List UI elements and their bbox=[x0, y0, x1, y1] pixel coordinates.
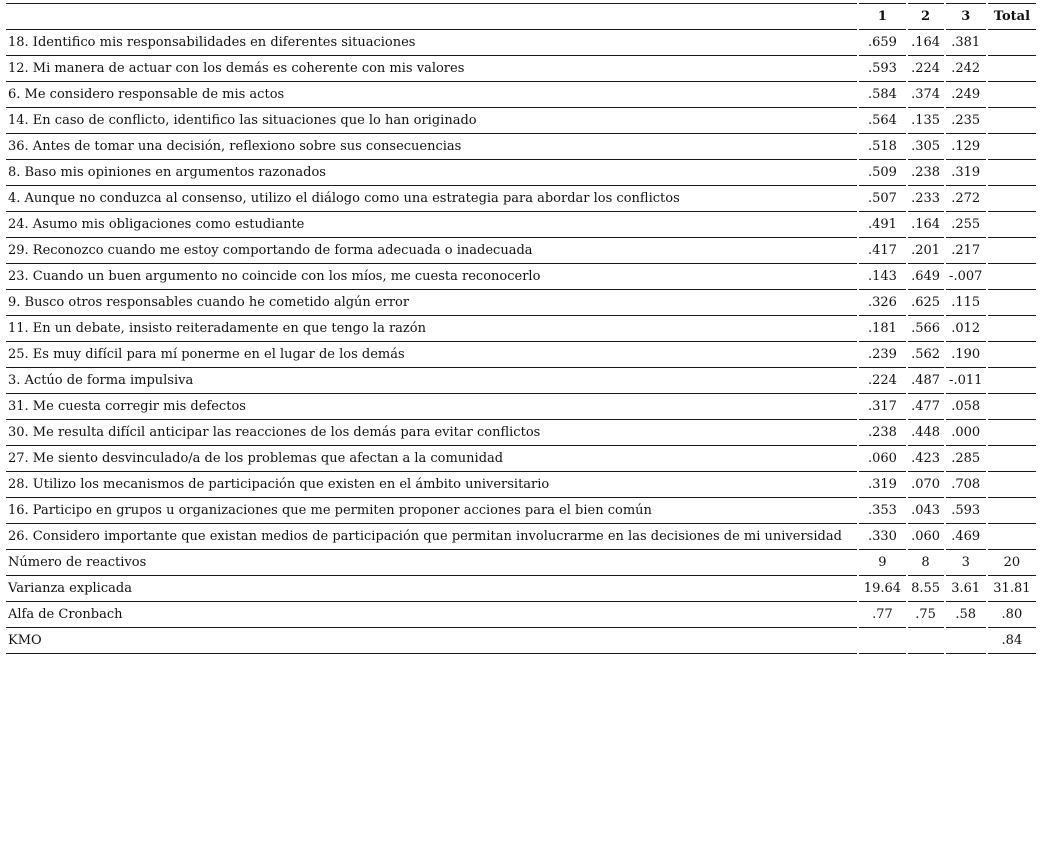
total-value bbox=[988, 524, 1036, 550]
factor-3-value: .235 bbox=[946, 108, 986, 134]
factor-2-value: .238 bbox=[908, 160, 944, 186]
total-value bbox=[988, 186, 1036, 212]
total-value: 20 bbox=[988, 550, 1036, 576]
factor-3-value: .217 bbox=[946, 238, 986, 264]
header-total: Total bbox=[988, 3, 1036, 30]
header-item bbox=[6, 3, 857, 30]
factor-1-value: .564 bbox=[859, 108, 905, 134]
total-value bbox=[988, 238, 1036, 264]
item-label: 25. Es muy difícil para mí ponerme en el lugar de los demás bbox=[6, 342, 857, 368]
table-row bbox=[6, 342, 1036, 368]
total-value bbox=[988, 342, 1036, 368]
header-factor-1: 1 bbox=[859, 3, 905, 30]
item-label: 27. Me siento desvinculado/a de los problemas que afectan a la comunidad bbox=[6, 446, 857, 472]
total-value: .84 bbox=[988, 628, 1036, 654]
header-factor-2: 2 bbox=[908, 3, 944, 30]
factor-1-value: .224 bbox=[859, 368, 905, 394]
item-label: 9. Busco otros responsables cuando he cometido algún error bbox=[6, 290, 857, 316]
factor-3-value: .129 bbox=[946, 134, 986, 160]
factor-1-value: .353 bbox=[859, 498, 905, 524]
total-value bbox=[988, 446, 1036, 472]
total-value bbox=[988, 108, 1036, 134]
factor-2-value: .233 bbox=[908, 186, 944, 212]
factor-2-value: .164 bbox=[908, 212, 944, 238]
factor-3-value: .469 bbox=[946, 524, 986, 550]
item-label: 28. Utilizo los mecanismos de participación que existen en el ámbito universitario bbox=[6, 472, 857, 498]
table-row bbox=[6, 472, 1036, 498]
factor-3-value: -.011 bbox=[946, 368, 986, 394]
factor-2-value: .562 bbox=[908, 342, 944, 368]
total-value bbox=[988, 134, 1036, 160]
factor-3-value: .115 bbox=[946, 290, 986, 316]
factor-2-value: .477 bbox=[908, 394, 944, 420]
total-value bbox=[988, 82, 1036, 108]
table-row bbox=[6, 524, 1036, 550]
factor-3-value: .242 bbox=[946, 56, 986, 82]
table-row bbox=[6, 368, 1036, 394]
factor-3-value: .593 bbox=[946, 498, 986, 524]
total-value bbox=[988, 498, 1036, 524]
item-label: 26. Considero importante que existan medios de participación que permitan involucrarme en las decisiones de mi universidad bbox=[6, 524, 857, 550]
factor-3-value: .190 bbox=[946, 342, 986, 368]
factor-2-value: .201 bbox=[908, 238, 944, 264]
factor-3-value: .000 bbox=[946, 420, 986, 446]
table-row bbox=[6, 446, 1036, 472]
factor-2-value: .566 bbox=[908, 316, 944, 342]
factor-3-value: 3.61 bbox=[946, 576, 986, 602]
factor-1-value: .584 bbox=[859, 82, 905, 108]
factor-2-value: .75 bbox=[908, 602, 944, 628]
factor-3-value: .255 bbox=[946, 212, 986, 238]
factor-1-value: .317 bbox=[859, 394, 905, 420]
table-row bbox=[6, 394, 1036, 420]
item-label: 23. Cuando un buen argumento no coincide con los míos, me cuesta reconocerlo bbox=[6, 264, 857, 290]
factor-3-value: .012 bbox=[946, 316, 986, 342]
factor-1-value: .77 bbox=[859, 602, 905, 628]
factor-1-value: .143 bbox=[859, 264, 905, 290]
factor-1-value: .330 bbox=[859, 524, 905, 550]
factor-3-value: .708 bbox=[946, 472, 986, 498]
factor-2-value: .060 bbox=[908, 524, 944, 550]
summary-row bbox=[6, 628, 1036, 654]
factor-2-value: .164 bbox=[908, 30, 944, 56]
item-label: 30. Me resulta difícil anticipar las reacciones de los demás para evitar conflictos bbox=[6, 420, 857, 446]
item-label: Varianza explicada bbox=[6, 576, 857, 602]
factor-2-value bbox=[908, 628, 944, 654]
factor-3-value: .319 bbox=[946, 160, 986, 186]
total-value bbox=[988, 160, 1036, 186]
factor-1-value: .239 bbox=[859, 342, 905, 368]
total-value: .80 bbox=[988, 602, 1036, 628]
factor-table-container bbox=[6, 3, 1040, 654]
item-label: 29. Reconozco cuando me estoy comportando de forma adecuada o inadecuada bbox=[6, 238, 857, 264]
item-label: 11. En un debate, insisto reiteradamente en que tengo la razón bbox=[6, 316, 857, 342]
item-label: Alfa de Cronbach bbox=[6, 602, 857, 628]
table-row bbox=[6, 264, 1036, 290]
factor-3-value: .272 bbox=[946, 186, 986, 212]
factor-3-value: .58 bbox=[946, 602, 986, 628]
total-value bbox=[988, 290, 1036, 316]
total-value bbox=[988, 316, 1036, 342]
total-value bbox=[988, 30, 1036, 56]
factor-1-value: .181 bbox=[859, 316, 905, 342]
factor-1-value bbox=[859, 628, 905, 654]
total-value bbox=[988, 394, 1036, 420]
table-row bbox=[6, 160, 1036, 186]
table-header-row bbox=[6, 3, 1036, 30]
table-body bbox=[6, 30, 1036, 654]
factor-3-value bbox=[946, 628, 986, 654]
table-row bbox=[6, 134, 1036, 160]
factor-2-value: 8 bbox=[908, 550, 944, 576]
table-row bbox=[6, 30, 1036, 56]
factor-2-value: .135 bbox=[908, 108, 944, 134]
factor-3-value: .285 bbox=[946, 446, 986, 472]
factor-2-value: .374 bbox=[908, 82, 944, 108]
factor-3-value: .381 bbox=[946, 30, 986, 56]
item-label: 6. Me considero responsable de mis actos bbox=[6, 82, 857, 108]
factor-2-value: .487 bbox=[908, 368, 944, 394]
item-label: 16. Participo en grupos u organizaciones que me permiten proponer acciones para el bien común bbox=[6, 498, 857, 524]
item-label: 4. Aunque no conduzca al consenso, utilizo el diálogo como una estrategia para abordar los conflictos bbox=[6, 186, 857, 212]
factor-1-value: 19.64 bbox=[859, 576, 905, 602]
factor-1-value: .060 bbox=[859, 446, 905, 472]
factor-1-value: .491 bbox=[859, 212, 905, 238]
table-row bbox=[6, 82, 1036, 108]
factor-3-value: .249 bbox=[946, 82, 986, 108]
total-value bbox=[988, 472, 1036, 498]
factor-1-value: 9 bbox=[859, 550, 905, 576]
factor-2-value: 8.55 bbox=[908, 576, 944, 602]
factor-1-value: .319 bbox=[859, 472, 905, 498]
factor-2-value: .305 bbox=[908, 134, 944, 160]
total-value bbox=[988, 212, 1036, 238]
item-label: 12. Mi manera de actuar con los demás es coherente con mis valores bbox=[6, 56, 857, 82]
table-row bbox=[6, 238, 1036, 264]
factor-1-value: .238 bbox=[859, 420, 905, 446]
table-row bbox=[6, 290, 1036, 316]
factor-1-value: .518 bbox=[859, 134, 905, 160]
total-value bbox=[988, 56, 1036, 82]
factor-1-value: .593 bbox=[859, 56, 905, 82]
table-row bbox=[6, 316, 1036, 342]
factor-2-value: .070 bbox=[908, 472, 944, 498]
total-value: 31.81 bbox=[988, 576, 1036, 602]
factor-3-value: 3 bbox=[946, 550, 986, 576]
item-label: 18. Identifico mis responsabilidades en diferentes situaciones bbox=[6, 30, 857, 56]
factor-2-value: .649 bbox=[908, 264, 944, 290]
total-value bbox=[988, 420, 1036, 446]
factor-2-value: .423 bbox=[908, 446, 944, 472]
factor-2-value: .043 bbox=[908, 498, 944, 524]
factor-1-value: .326 bbox=[859, 290, 905, 316]
item-label: Número de reactivos bbox=[6, 550, 857, 576]
factor-1-value: .659 bbox=[859, 30, 905, 56]
table-row bbox=[6, 420, 1036, 446]
item-label: KMO bbox=[6, 628, 857, 654]
factor-1-value: .417 bbox=[859, 238, 905, 264]
summary-row bbox=[6, 576, 1036, 602]
factor-2-value: .448 bbox=[908, 420, 944, 446]
factor-1-value: .509 bbox=[859, 160, 905, 186]
factor-loadings-table bbox=[4, 3, 1038, 654]
factor-2-value: .224 bbox=[908, 56, 944, 82]
table-row bbox=[6, 212, 1036, 238]
header-factor-3: 3 bbox=[946, 3, 986, 30]
table-row bbox=[6, 498, 1036, 524]
item-label: 3. Actúo de forma impulsiva bbox=[6, 368, 857, 394]
total-value bbox=[988, 368, 1036, 394]
factor-3-value: -.007 bbox=[946, 264, 986, 290]
summary-row bbox=[6, 550, 1036, 576]
total-value bbox=[988, 264, 1036, 290]
table-row bbox=[6, 108, 1036, 134]
item-label: 8. Baso mis opiniones en argumentos razonados bbox=[6, 160, 857, 186]
summary-row bbox=[6, 602, 1036, 628]
factor-1-value: .507 bbox=[859, 186, 905, 212]
factor-2-value: .625 bbox=[908, 290, 944, 316]
item-label: 36. Antes de tomar una decisión, reflexiono sobre sus consecuencias bbox=[6, 134, 857, 160]
item-label: 14. En caso de conflicto, identifico las situaciones que lo han originado bbox=[6, 108, 857, 134]
item-label: 24. Asumo mis obligaciones como estudiante bbox=[6, 212, 857, 238]
factor-3-value: .058 bbox=[946, 394, 986, 420]
table-row bbox=[6, 56, 1036, 82]
table-row bbox=[6, 186, 1036, 212]
item-label: 31. Me cuesta corregir mis defectos bbox=[6, 394, 857, 420]
